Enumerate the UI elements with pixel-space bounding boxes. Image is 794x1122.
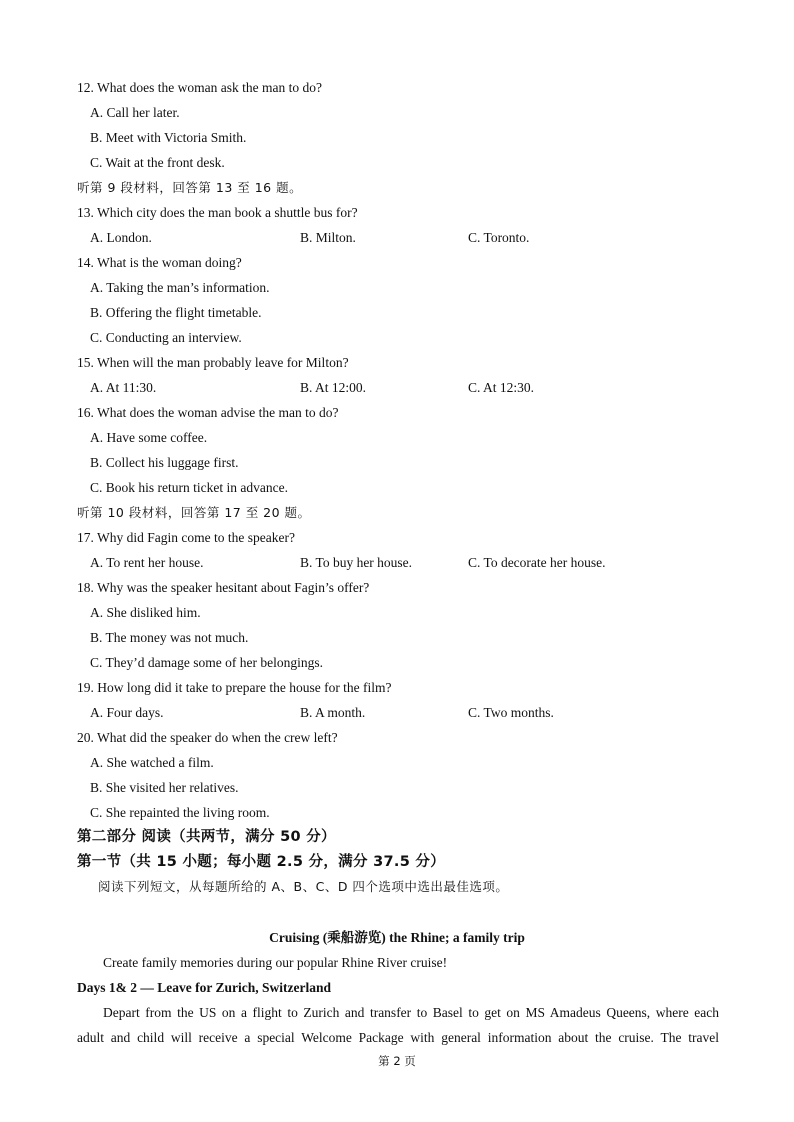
q18-option-b: B. The money was not much. bbox=[90, 630, 249, 645]
q14-option-c: C. Conducting an interview. bbox=[90, 330, 242, 345]
q15-option-c: C. At 12:30. bbox=[468, 380, 535, 395]
q20-option-b: B. She visited her relatives. bbox=[90, 780, 239, 795]
question-15: 15. When will the man probably leave for Milton? bbox=[77, 355, 349, 370]
q12-option-b: B. Meet with Victoria Smith. bbox=[90, 130, 247, 145]
q18-option-a: A. She disliked him. bbox=[90, 605, 201, 620]
q13-option-c: C. Toronto. bbox=[468, 230, 530, 245]
question-18: 18. Why was the speaker hesitant about Fagin’s offer? bbox=[77, 580, 370, 595]
question-14: 14. What is the woman doing? bbox=[77, 255, 242, 270]
question-19: 19. How long did it take to prepare the house for the film? bbox=[77, 680, 392, 695]
q18-option-c: C. They’d damage some of her belongings. bbox=[90, 655, 323, 670]
question-17: 17. Why did Fagin come to the speaker? bbox=[77, 530, 295, 545]
q13-option-b: B. Milton. bbox=[300, 230, 356, 245]
question-20: 20. What did the speaker do when the crew left? bbox=[77, 730, 338, 745]
q16-option-a: A. Have some coffee. bbox=[90, 430, 208, 445]
q17-option-c: C. To decorate her house. bbox=[468, 555, 606, 570]
q14-option-a: A. Taking the man’s information. bbox=[90, 280, 270, 295]
q19-option-a: A. Four days. bbox=[90, 705, 164, 720]
q13-option-a: A. London. bbox=[90, 230, 152, 245]
question-13: 13. Which city does the man book a shuttle bus for? bbox=[77, 205, 358, 220]
q16-option-b: B. Collect his luggage first. bbox=[90, 455, 239, 470]
q16-option-c: C. Book his return ticket in advance. bbox=[90, 480, 288, 495]
q14-option-b: B. Offering the flight timetable. bbox=[90, 305, 262, 320]
passage-line-2: adult and child will receive a special Welcome Package with general information about the cruise. The travel bbox=[77, 1030, 719, 1045]
question-16: 16. What does the woman advise the man to do? bbox=[77, 405, 339, 420]
reading-instruction: 阅读下列短文，从每题所给的 A、B、C、D 四个选项中选出最佳选项。 bbox=[98, 879, 509, 894]
page-number: 第 2 页 bbox=[378, 1054, 416, 1068]
passage-line-1: Depart from the US on a flight to Zurich and transfer to Basel to get on MS Amadeus Queens, where each bbox=[103, 1005, 719, 1020]
q12-option-c: C. Wait at the front desk. bbox=[90, 155, 225, 170]
q20-option-a: A. She watched a film. bbox=[90, 755, 214, 770]
passage-title: Cruising (乘船游览) the Rhine; a family trip bbox=[269, 930, 525, 945]
q17-option-b: B. To buy her house. bbox=[300, 555, 413, 570]
q12-option-a: A. Call her later. bbox=[90, 105, 180, 120]
q15-option-a: A. At 11:30. bbox=[90, 380, 157, 395]
day-heading: Days 1& 2 — Leave for Zurich, Switzerland bbox=[77, 980, 331, 995]
q15-option-b: B. At 12:00. bbox=[300, 380, 367, 395]
q19-option-c: C. Two months. bbox=[468, 705, 554, 720]
section-9-instruction: 听第 9 段材料，回答第 13 至 16 题。 bbox=[77, 180, 303, 195]
passage-intro: Create family memories during our popular Rhine River cruise! bbox=[103, 955, 448, 970]
part-2-heading: 第二部分 阅读（共两节，满分 50 分） bbox=[77, 829, 336, 845]
q17-option-a: A. To rent her house. bbox=[90, 555, 204, 570]
q19-option-b: B. A month. bbox=[300, 705, 366, 720]
section-10-instruction: 听第 10 段材料，回答第 17 至 20 题。 bbox=[77, 505, 311, 520]
question-12: 12. What does the woman ask the man to do? bbox=[77, 80, 322, 95]
part-2-section-1-heading: 第一节（共 15 小题；每小题 2.5 分，满分 37.5 分） bbox=[77, 854, 446, 870]
q20-option-c: C. She repainted the living room. bbox=[90, 805, 270, 820]
